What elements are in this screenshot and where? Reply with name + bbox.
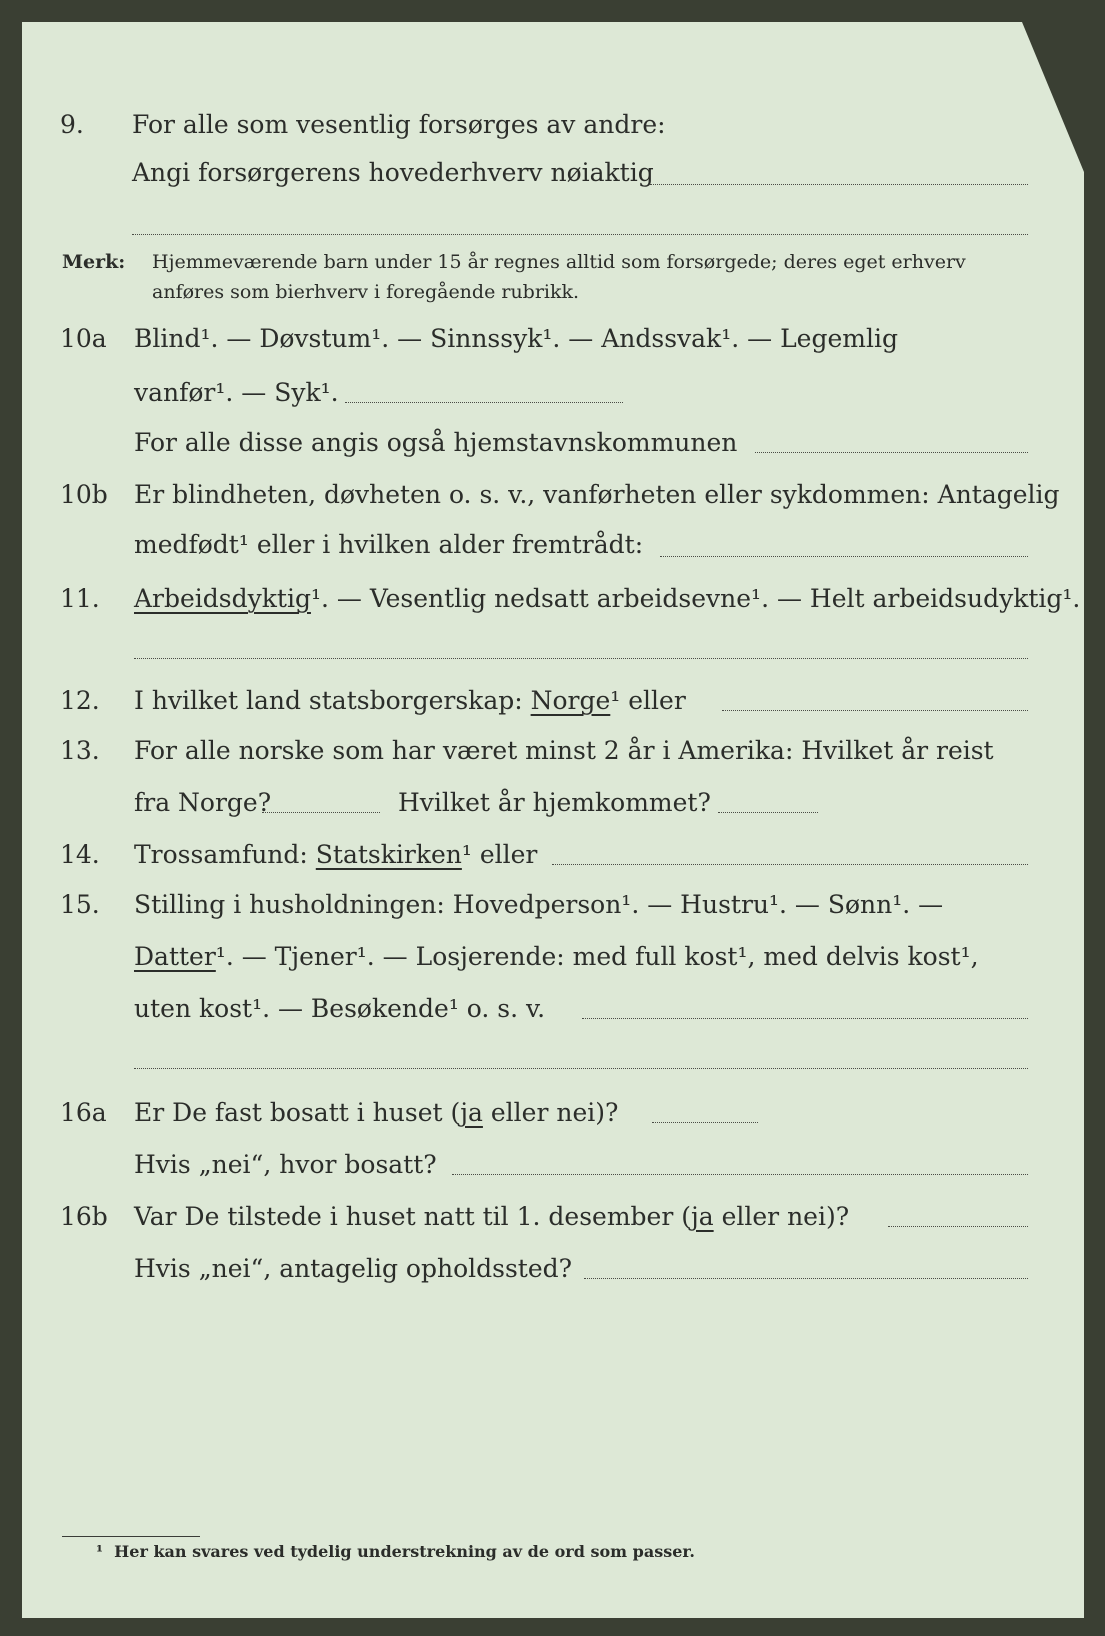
q9-line2: Angi forsørgerens hovederhverv nøiaktig — [132, 158, 654, 187]
q15-line2 — [134, 942, 979, 972]
q16a-where-field[interactable] — [452, 1174, 1028, 1175]
q16b-text-end: eller nei)? — [713, 1202, 850, 1231]
q10b-line2: medfødt¹ eller i hvilken alder fremtrådt: — [134, 530, 644, 559]
q13-line2b: Hvilket år hjemkommet? — [398, 788, 711, 817]
q14-selected-option: Statskirken — [315, 840, 462, 869]
q10a-line2: vanfør¹. — Syk¹. — [134, 378, 339, 407]
q14-answer-field[interactable] — [552, 864, 1028, 865]
q16a-selected-option: ja — [460, 1098, 483, 1127]
q11-options: ¹. — Vesentlig nedsatt arbeidsevne¹. — Helt arbeidsudyktig¹. — [310, 584, 1081, 613]
q16a-answer-field[interactable] — [652, 1122, 758, 1123]
q15-line1: Stilling i husholdningen: Hovedperson¹. — Hustru¹. — Sønn¹. — — [134, 890, 944, 919]
q16b-number: 16b — [60, 1202, 108, 1231]
q12-label: I hvilket land statsborgerskap: — [134, 686, 523, 715]
q11-number: 11. — [60, 584, 100, 613]
merk-line1: Hjemmeværende barn under 15 år regnes alltid som forsørgede; deres eget erhverv — [152, 251, 966, 273]
q16b-where-field[interactable] — [584, 1278, 1028, 1279]
q10a-line1: Blind¹. — Døvstum¹. — Sinnssyk¹. — Andssvak¹. — Legemlig — [134, 324, 898, 353]
q10a-home-field[interactable] — [755, 452, 1028, 453]
q12-answer-field[interactable] — [722, 710, 1028, 711]
footnote — [96, 1542, 695, 1561]
footnote-rule — [62, 1536, 200, 1537]
q13-number: 13. — [60, 736, 100, 765]
q12-number: 12. — [60, 686, 100, 715]
q12-or: ¹ eller — [610, 686, 686, 715]
q12-selected-option: Norge — [530, 686, 611, 715]
q15-answer-field[interactable] — [582, 1018, 1028, 1019]
q14-or: ¹ eller — [461, 840, 538, 869]
q15-number: 15. — [60, 890, 100, 919]
q10b-answer-field[interactable] — [660, 556, 1028, 557]
q9-number: 9. — [60, 110, 84, 139]
q16b-answer-field[interactable] — [888, 1226, 1028, 1227]
q13-year-return-field[interactable] — [718, 812, 818, 813]
q10a-number: 10a — [60, 324, 107, 353]
q9-answer-field-2[interactable] — [132, 234, 1028, 235]
q14-label: Trossamfund: — [134, 840, 308, 869]
q15-answer-field-2[interactable] — [134, 1068, 1028, 1069]
q16a-text: Er De fast bosatt i huset ( — [134, 1098, 461, 1127]
footnote-text: Her kan svares ved tydelig understrekning av de ord som passer. — [114, 1542, 695, 1561]
q16a-line2: Hvis „nei“, hvor bosatt? — [134, 1150, 437, 1179]
q10b-number: 10b — [60, 480, 108, 509]
q13-year-left-field[interactable] — [262, 812, 380, 813]
q15-options: ¹. — Tjener¹. — Losjerende: med full kost¹, med delvis kost¹, — [215, 942, 979, 971]
q12-line — [134, 686, 686, 716]
merk-label: Merk: — [62, 251, 126, 273]
q13-line1: For alle norske som har været minst 2 år i Amerika: Hvilket år reist — [134, 736, 994, 765]
q10a-answer-field[interactable] — [345, 402, 623, 403]
q10b-line1: Er blindheten, døvheten o. s. v., vanførheten eller sykdommen: Antagelig — [134, 480, 1060, 509]
q16b-text: Var De tilstede i huset natt til 1. desember ( — [134, 1202, 691, 1231]
q10a-line3: For alle disse angis også hjemstavnskommunen — [134, 428, 738, 457]
q15-selected-option: Datter — [134, 942, 216, 971]
q13-line2a: fra Norge? — [134, 788, 272, 817]
q16b-selected-option: ja — [690, 1202, 714, 1231]
q11-line — [134, 584, 1080, 614]
q14-line — [134, 840, 537, 870]
q14-number: 14. — [60, 840, 100, 869]
q9-line1: For alle som vesentlig forsørges av andre: — [132, 110, 666, 139]
q15-line3: uten kost¹. — Besøkende¹ o. s. v. — [134, 994, 546, 1023]
q16b-line2: Hvis „nei“, antagelig opholdssted? — [134, 1254, 573, 1283]
q11-selected-option: Arbeidsdyktig — [134, 584, 311, 613]
q16a-line1 — [134, 1098, 618, 1128]
merk-line2: anføres som bierhverv i foregående rubrikk. — [152, 281, 580, 303]
q16a-number: 16a — [60, 1098, 107, 1127]
q9-answer-field[interactable] — [650, 184, 1028, 185]
q16a-text-end: eller nei)? — [482, 1098, 619, 1127]
q11-answer-field[interactable] — [134, 658, 1028, 659]
q16b-line1 — [134, 1202, 849, 1232]
footnote-mark: ¹ — [96, 1542, 104, 1561]
